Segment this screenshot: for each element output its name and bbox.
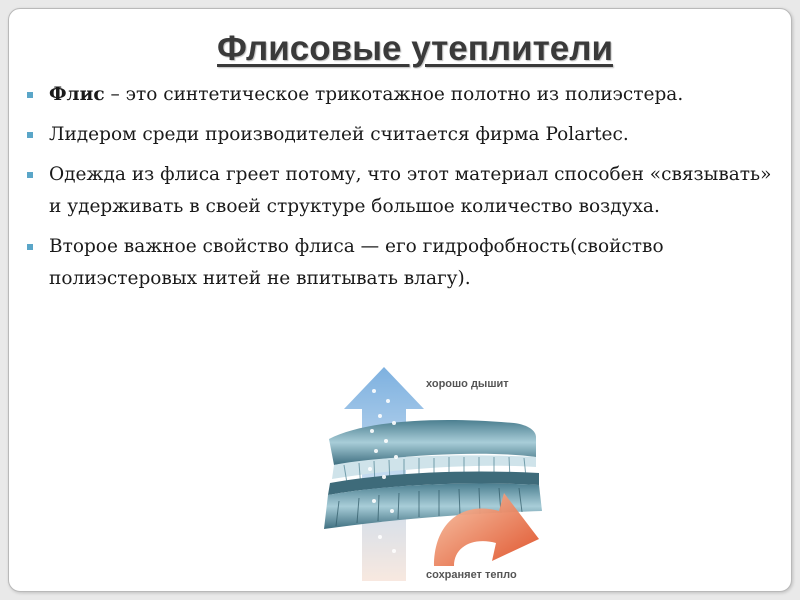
bullet-square-icon [27,92,33,98]
bullet-item [23,159,783,223]
label-breathes: хорошо дышит [426,378,509,390]
slide [8,8,792,592]
bullet-text: – это синтетическое трикотажное полотно из полиэстера. [104,84,684,105]
fleece-diagram [314,361,564,587]
bullet-text: Одежда из флиса греет потому, что этот материал способен «связывать» и удерживать в своей структуре большое количество воздуха. [49,164,772,217]
slide-title: Флисовые утеплители [217,29,613,68]
bullet-text: Второе важное свойство флиса — его гидрофобность(свойство полиэстеровых нитей не впитывать влагу). [49,236,664,289]
bullet-square-icon [27,172,33,178]
bullet-square-icon [27,132,33,138]
bullet-item [23,231,783,295]
bullet-list [23,79,783,303]
label-keeps-warm: сохраняет тепло [426,569,517,581]
fleece-illustration [314,361,564,587]
bullet-square-icon [27,244,33,250]
bullet-text: Лидером среди производителей считается фирма Polartec. [49,124,629,145]
bullet-item [23,79,783,111]
bullet-strong: Флис [49,84,105,105]
bullet-item [23,119,783,151]
